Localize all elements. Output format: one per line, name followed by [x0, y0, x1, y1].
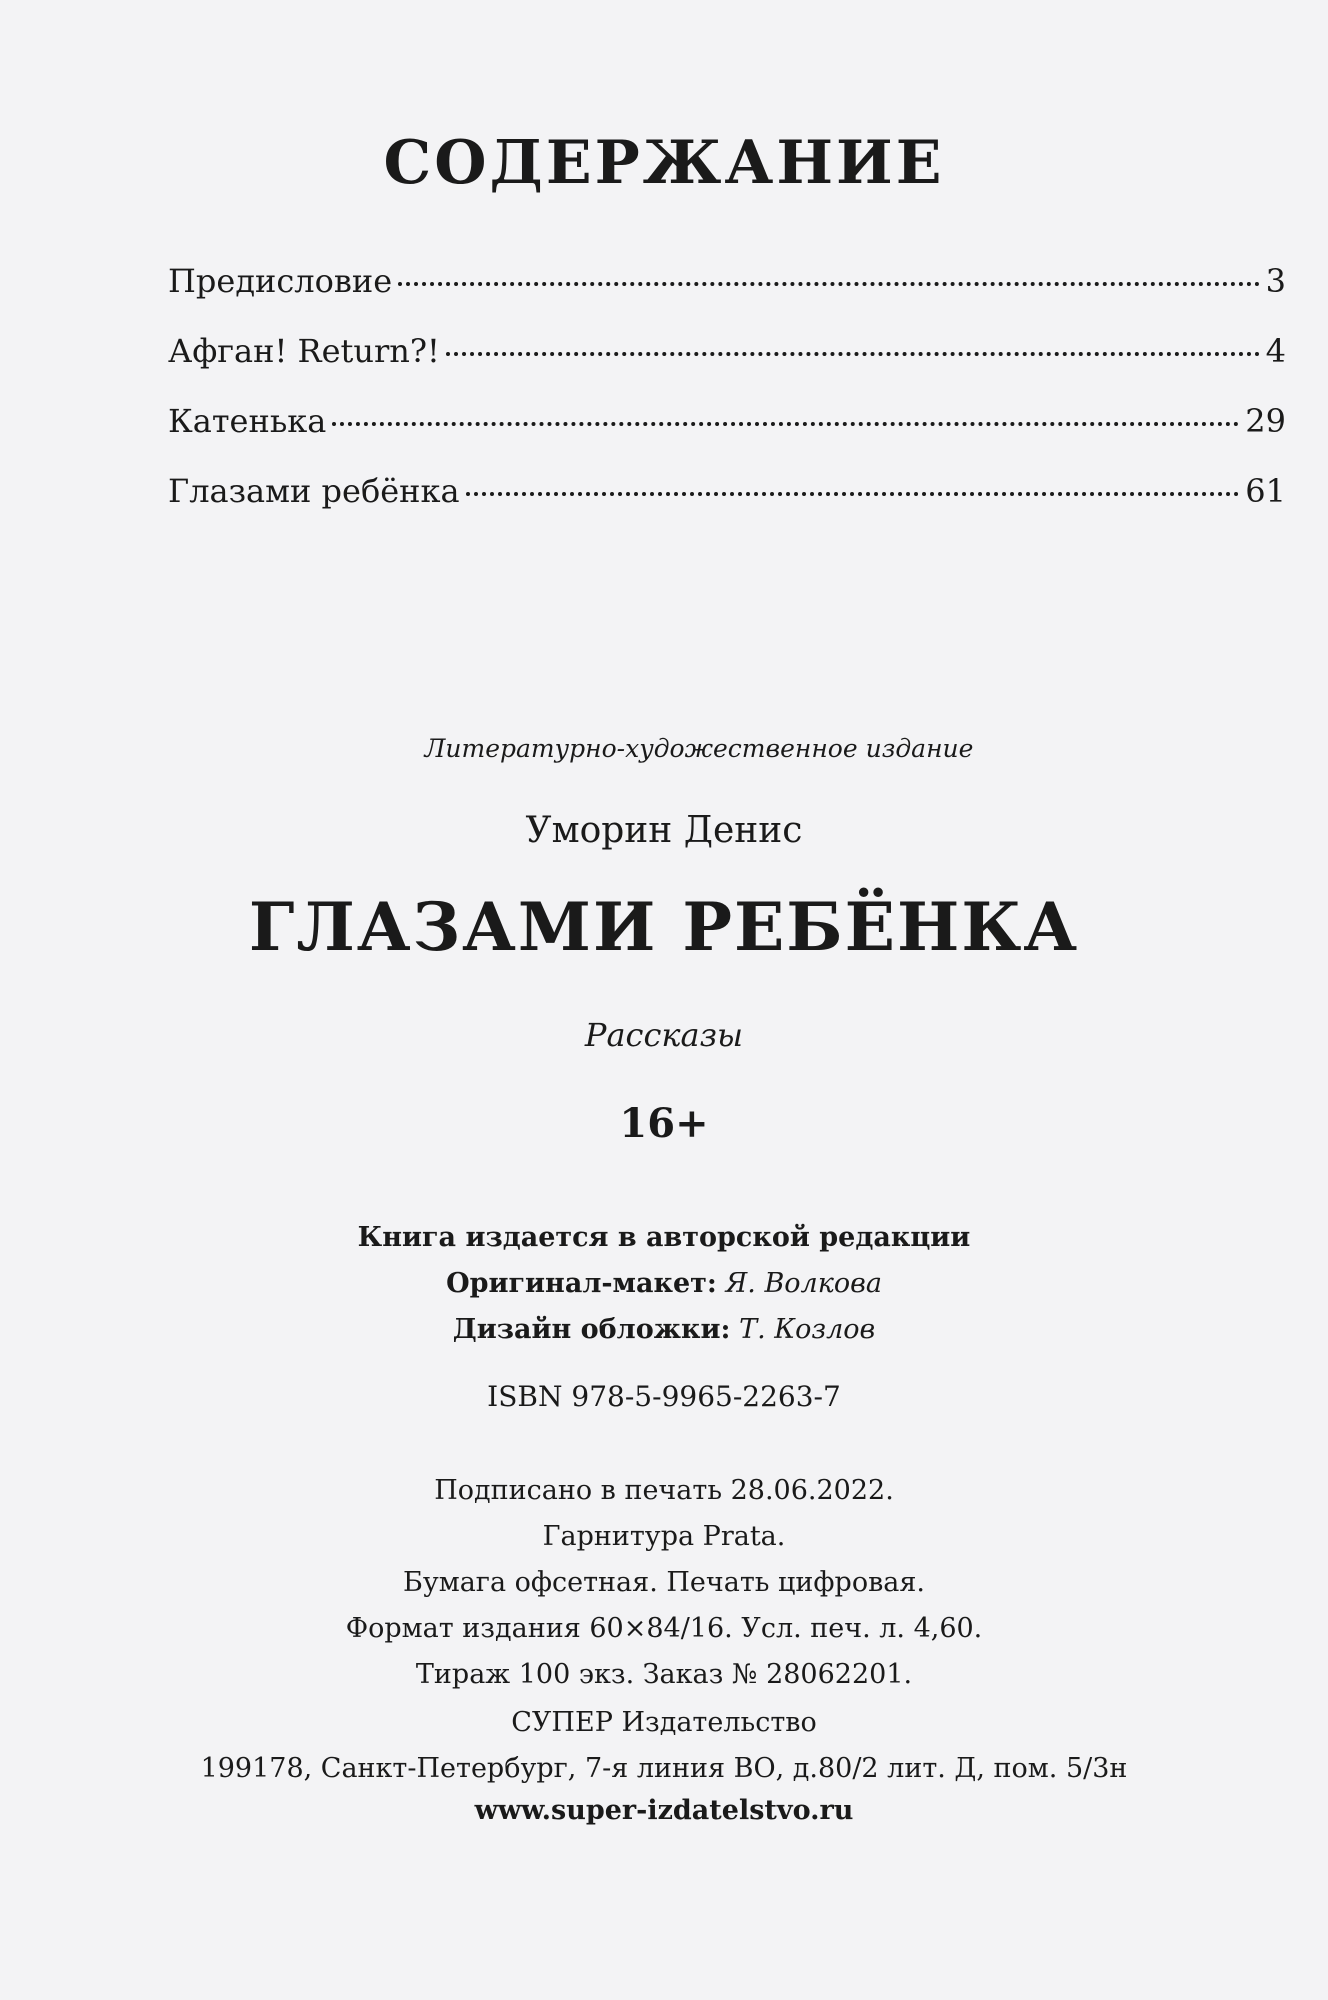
toc-entry-page: 4	[1265, 332, 1286, 370]
table-of-contents	[168, 262, 1286, 542]
typeface: Гарнитура Prata.	[542, 1521, 786, 1552]
print-details	[0, 1468, 1328, 1698]
toc-entry-label: Афган! Return?!	[168, 332, 440, 370]
toc-entry-label: Глазами ребёнка	[168, 472, 460, 510]
toc-title: СОДЕРЖАНИЕ	[383, 128, 945, 198]
toc-entry-label: Катенька	[168, 402, 327, 440]
editorial-note: Книга издается в авторской редакции	[357, 1222, 971, 1253]
layout-credit-label: Оригинал-макет:	[446, 1268, 717, 1299]
author-name: Уморин Денис	[525, 810, 803, 851]
toc-entry	[168, 402, 1286, 472]
cover-credit	[0, 1307, 1328, 1353]
toc-entry-label: Предисловие	[168, 262, 393, 300]
toc-entry-page: 3	[1265, 262, 1286, 300]
book-title: ГЛАЗАМИ РЕБЁНКА	[248, 888, 1080, 966]
toc-entry	[168, 472, 1286, 542]
book-subtitle: Рассказы	[584, 1016, 744, 1054]
toc-entry	[168, 332, 1286, 402]
publisher-name: СУПЕР Издательство	[511, 1707, 817, 1738]
publisher-address: 199178, Санкт-Петербург, 7-я линия ВО, д.80/2 лит. Д, пом. 5/3н	[200, 1753, 1128, 1784]
toc-entry	[168, 262, 1286, 332]
format-info: Формат издания 60×84/16. Усл. печ. л. 4,60.	[345, 1613, 983, 1644]
publisher-website[interactable]: www.super-izdatelstvo.ru	[474, 1795, 854, 1826]
publisher-block	[0, 1700, 1328, 1792]
edition-type: Литературно-художественное издание	[424, 734, 974, 763]
isbn: ISBN 978-5-9965-2263-7	[487, 1380, 841, 1413]
print-run: Тираж 100 экз. Заказ № 28062201.	[415, 1659, 913, 1690]
credits-block	[0, 1215, 1328, 1353]
cover-credit-label: Дизайн обложки:	[452, 1314, 731, 1345]
toc-dot-leader	[332, 422, 1239, 426]
toc-dot-leader	[466, 492, 1240, 496]
toc-dot-leader	[398, 282, 1259, 286]
toc-entry-page: 29	[1245, 402, 1286, 440]
layout-credit-person: Я. Волкова	[725, 1268, 882, 1299]
paper-info: Бумага офсетная. Печать цифровая.	[402, 1567, 925, 1598]
signed-date: Подписано в печать 28.06.2022.	[434, 1475, 894, 1506]
age-rating: 16+	[619, 1100, 709, 1147]
toc-dot-leader	[446, 352, 1260, 356]
toc-entry-page: 61	[1245, 472, 1286, 510]
layout-credit	[0, 1261, 1328, 1307]
cover-credit-person: Т. Козлов	[739, 1314, 876, 1345]
